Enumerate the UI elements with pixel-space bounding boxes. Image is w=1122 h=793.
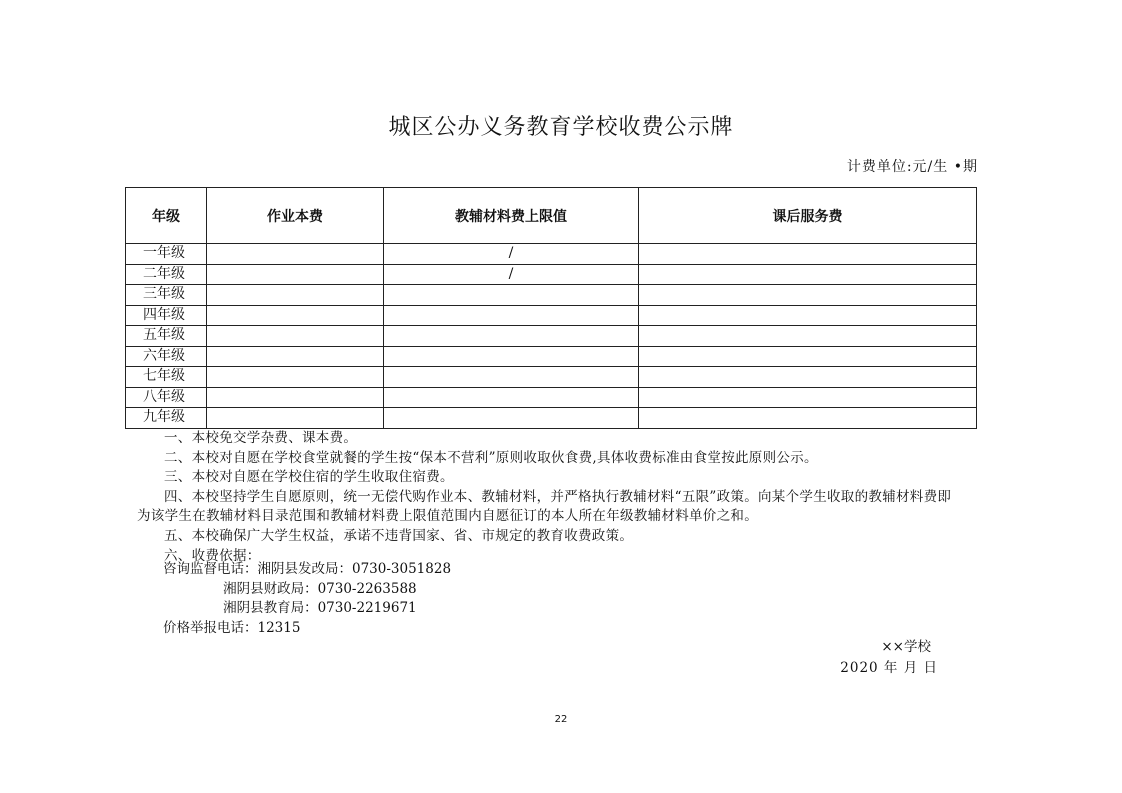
materials-fee-cell bbox=[384, 326, 639, 347]
materials-fee-cell bbox=[384, 367, 639, 388]
grade-cell: 三年级 bbox=[126, 285, 207, 306]
header-grade: 年级 bbox=[126, 188, 207, 244]
contact-line: 价格举报电话：12315 bbox=[163, 619, 301, 636]
grade-cell: 九年级 bbox=[126, 408, 207, 429]
table-row bbox=[126, 367, 977, 388]
grade-cell: 四年级 bbox=[126, 305, 207, 326]
table-row bbox=[126, 387, 977, 408]
billing-unit: 计费单位:元/生 •期 bbox=[846, 159, 978, 175]
table-row bbox=[126, 346, 977, 367]
contact-line: 咨询监督电话：湘阴县发改局：0730-3051828 bbox=[163, 561, 452, 577]
materials-fee-cell bbox=[384, 285, 639, 306]
afterschool-fee-cell bbox=[639, 387, 977, 408]
grade-cell: 八年级 bbox=[126, 387, 207, 408]
note-3: 三、本校对自愿在学校住宿的学生收取住宿费。 bbox=[164, 469, 454, 486]
contact-line: 湘阴县财政局：0730-2263588 bbox=[163, 580, 417, 597]
afterschool-fee-cell bbox=[639, 346, 977, 367]
table-row bbox=[126, 408, 977, 429]
grade-cell: 六年级 bbox=[126, 346, 207, 367]
workbook-fee-cell bbox=[207, 367, 384, 388]
table-row bbox=[126, 244, 977, 265]
contact-line: 湘阴县教育局：0730-2219671 bbox=[163, 600, 417, 617]
materials-fee-cell bbox=[384, 387, 639, 408]
table-row bbox=[126, 326, 977, 347]
workbook-fee-cell bbox=[207, 387, 384, 408]
afterschool-fee-cell bbox=[639, 408, 977, 429]
grade-cell: 二年级 bbox=[126, 264, 207, 285]
materials-fee-cell: / bbox=[384, 244, 639, 265]
header-afterschool-fee: 课后服务费 bbox=[639, 188, 977, 244]
materials-fee-cell bbox=[384, 346, 639, 367]
workbook-fee-cell bbox=[207, 326, 384, 347]
grade-cell: 一年级 bbox=[126, 244, 207, 265]
table-row bbox=[126, 305, 977, 326]
workbook-fee-cell bbox=[207, 264, 384, 285]
table-header-row bbox=[126, 188, 977, 244]
grade-cell: 七年级 bbox=[126, 367, 207, 388]
note-1: 一、本校免交学杂费、课本费。 bbox=[164, 430, 358, 446]
afterschool-fee-cell bbox=[639, 244, 977, 265]
materials-fee-cell: / bbox=[384, 264, 639, 285]
page-number: 22 bbox=[554, 714, 568, 725]
table-row bbox=[126, 285, 977, 306]
grade-cell: 五年级 bbox=[126, 326, 207, 347]
fee-table bbox=[125, 187, 977, 429]
header-workbook-fee: 作业本费 bbox=[207, 188, 384, 244]
contact-section bbox=[163, 560, 451, 638]
workbook-fee-cell bbox=[207, 244, 384, 265]
workbook-fee-cell bbox=[207, 408, 384, 429]
note-5: 五、本校确保广大学生权益，承诺不违背国家、省、市规定的教育收费政策。 bbox=[164, 527, 634, 544]
notes-section bbox=[137, 429, 952, 566]
materials-fee-cell bbox=[384, 408, 639, 429]
table-row bbox=[126, 264, 977, 285]
workbook-fee-cell bbox=[207, 305, 384, 326]
signature-school: ××学校 bbox=[881, 639, 931, 655]
afterschool-fee-cell bbox=[639, 326, 977, 347]
note-4: 四、本校坚持学生自愿原则，统一无偿代购作业本、教辅材料，并严格执行教辅材料“五限”政策。向某个学生收取的教辅材料费即为该学生在教辅材料目录范围和教辅材料费上限值范围内自愿征订的本人所在年级教辅材料单价之和。 bbox=[137, 488, 952, 525]
page-title: 城区公办义务教育学校收费公示牌 bbox=[388, 115, 734, 140]
header-materials-fee-cap: 教辅材料费上限值 bbox=[384, 188, 639, 244]
signature-date: 2020 年 月 日 bbox=[840, 660, 938, 676]
note-6: 六、收费依据： bbox=[164, 547, 261, 564]
note-2: 二、本校对自愿在学校食堂就餐的学生按“保本不营利”原则收取伙食费,具体收费标准由食堂按此原则公示。 bbox=[164, 449, 818, 466]
afterschool-fee-cell bbox=[639, 264, 977, 285]
afterschool-fee-cell bbox=[639, 285, 977, 306]
workbook-fee-cell bbox=[207, 285, 384, 306]
materials-fee-cell bbox=[384, 305, 639, 326]
afterschool-fee-cell bbox=[639, 305, 977, 326]
workbook-fee-cell bbox=[207, 346, 384, 367]
afterschool-fee-cell bbox=[639, 367, 977, 388]
